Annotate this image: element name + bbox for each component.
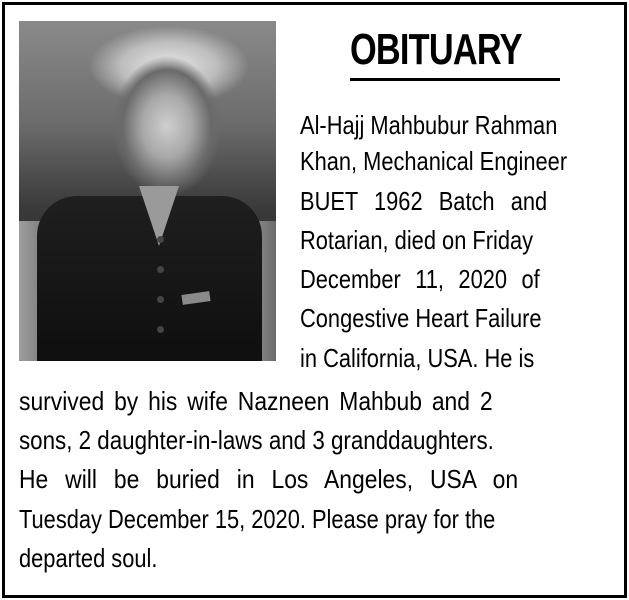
vest-button bbox=[157, 326, 164, 333]
body-line: Khan, Mechanical Engineer bbox=[300, 146, 568, 176]
body-line: He will be buried in Los Angeles, USA on bbox=[19, 464, 519, 494]
body-line: survived by his wife Nazneen Mahbub and 2 bbox=[19, 386, 493, 416]
vest bbox=[37, 196, 262, 361]
body-line: December 11, 2020 of bbox=[300, 264, 540, 294]
portrait-photo bbox=[19, 21, 276, 361]
body-line: sons, 2 daughter-in-laws and 3 granddaughters. bbox=[19, 425, 494, 455]
body-line: departed soul. bbox=[19, 543, 158, 573]
body-line: BUET 1962 Batch and bbox=[300, 186, 548, 216]
page-title: OBITUARY bbox=[350, 25, 522, 74]
vest-button bbox=[157, 266, 164, 273]
body-line: Tuesday December 15, 2020. Please pray for the bbox=[19, 504, 496, 534]
vest-button bbox=[157, 236, 164, 243]
title-underline bbox=[350, 78, 560, 81]
body-line: in California, USA. He is bbox=[300, 343, 535, 373]
body-line: Rotarian, died on Friday bbox=[300, 225, 534, 255]
body-line: Congestive Heart Failure bbox=[300, 303, 542, 333]
body-line: Al-Hajj Mahbubur Rahman bbox=[300, 110, 558, 140]
vest-button bbox=[157, 296, 164, 303]
